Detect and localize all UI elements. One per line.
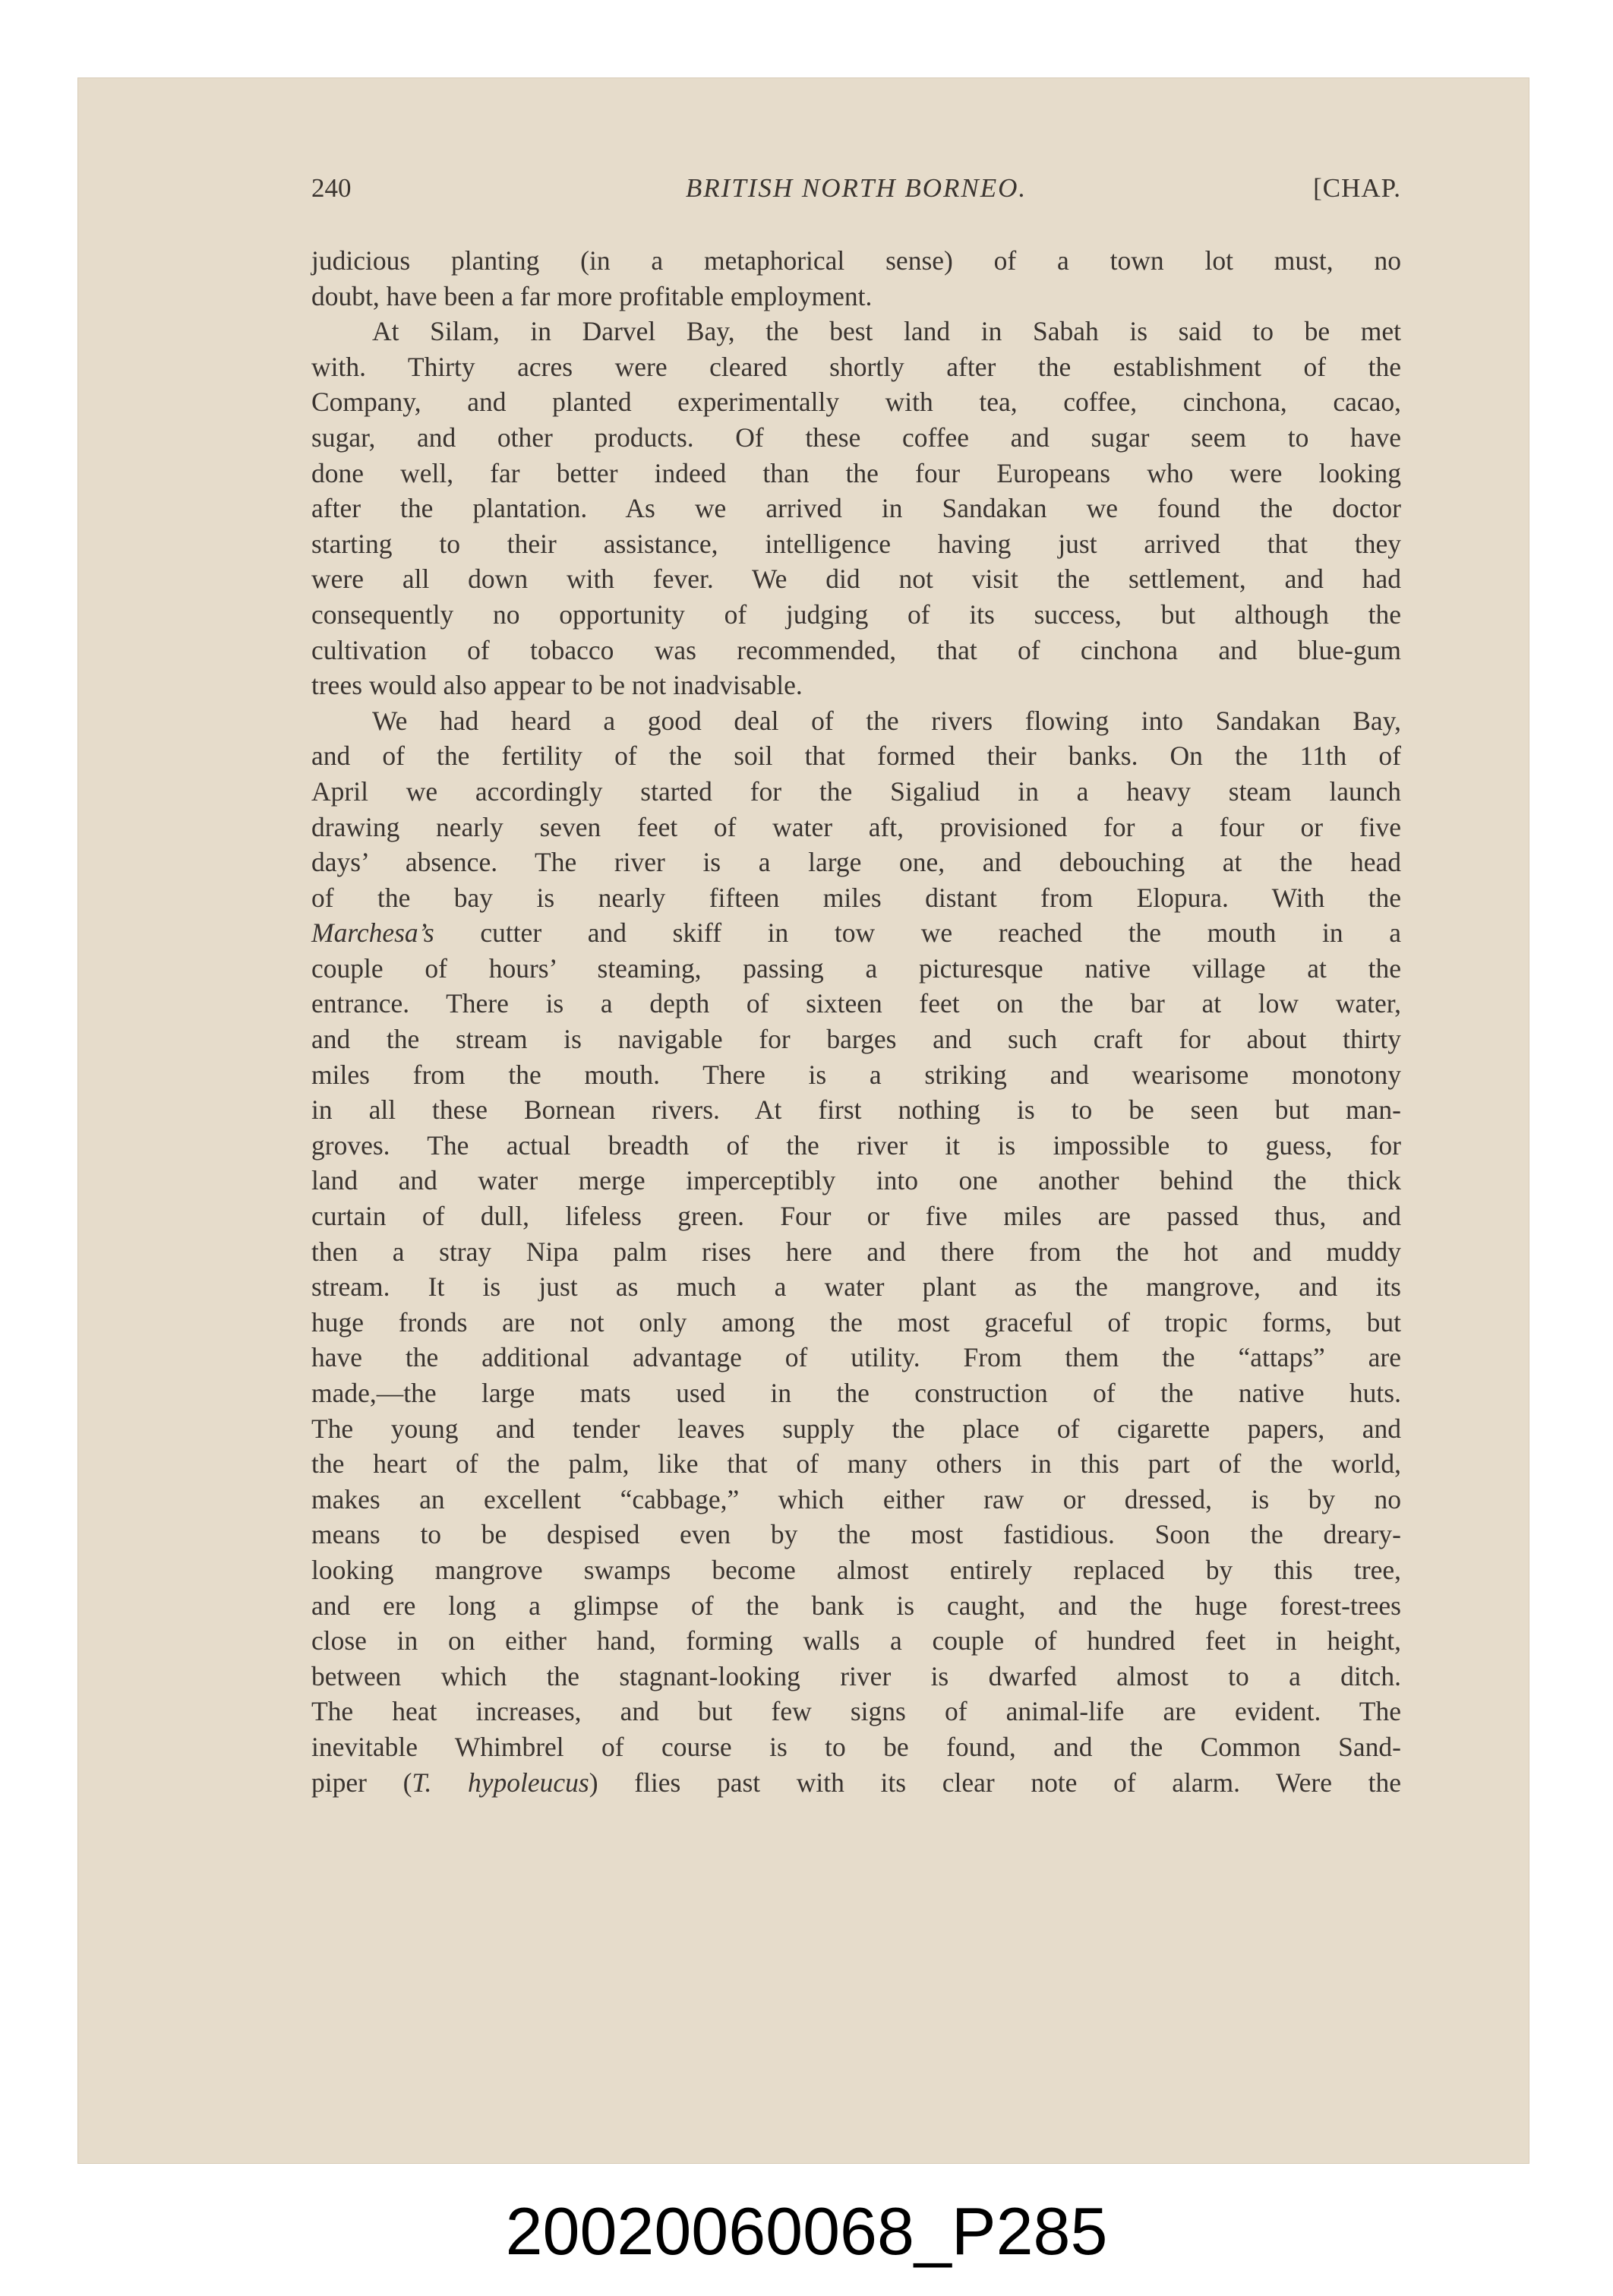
text-line: piper (T. hypoleucus) flies past with its clear note of alarm. Were the (311, 1767, 1401, 1798)
text-line: land and water merge imperceptibly into one another behind the thick (311, 1165, 1401, 1196)
text-line: made,—the large mats used in the construction of the native huts. (311, 1378, 1401, 1408)
running-head (311, 166, 1401, 211)
text-line: then a stray Nipa palm rises here and there from the hot and muddy (311, 1236, 1401, 1267)
text-line: doubt, have been a far more profitable employment. (311, 280, 873, 311)
text-line: groves. The actual breadth of the river it is impossible to guess, for (311, 1129, 1401, 1161)
text-line: Marchesa’s cutter and skiff in tow we reached the mouth in a (311, 917, 1401, 949)
scan-identifier: 20020060068_P285 (505, 2193, 1108, 2269)
text-line: inevitable Whimbrel of course is to be found, and the Common Sand- (311, 1731, 1401, 1762)
text-line: of the bay is nearly fifteen miles distant from Elopura. With the (311, 882, 1401, 913)
text-line: have the additional advantage of utility. From them the “attaps” are (311, 1342, 1401, 1373)
text-line: and of the fertility of the soil that formed their banks. On the 11th of (311, 741, 1401, 772)
text-line: curtain of dull, lifeless green. Four or five miles are passed thus, and (311, 1201, 1401, 1232)
text-line: huge fronds are not only among the most graceful of tropic forms, but (311, 1306, 1401, 1337)
text-line: means to be despised even by the most fastidious. Soon the dreary- (311, 1519, 1401, 1550)
book-title: BRITISH NORTH BORNEO. (685, 173, 1027, 203)
text-line: after the plantation. As we arrived in Sandakan we found the doctor (311, 493, 1401, 524)
text-line: sugar, and other products. Of these coffee and sugar seem to have (311, 422, 1401, 453)
text-line: days’ absence. The river is a large one, and debouching at the head (311, 847, 1401, 878)
text-line: with. Thirty acres were cleared shortly after the establishment of the (311, 351, 1401, 382)
text-line: and the stream is navigable for barges and such craft for about thirty (311, 1024, 1401, 1055)
text-line: done well, far better indeed than the four Europeans who were looking (311, 457, 1401, 488)
text-line: miles from the mouth. There is a striking and wearisome monotony (311, 1059, 1401, 1090)
text-line: starting to their assistance, intelligence having just arrived that they (311, 528, 1401, 559)
text-line: April we accordingly started for the Sigaliud in a heavy steam launch (311, 775, 1401, 807)
text-line: cultivation of tobacco was recommended, that of cinchona and blue-gum (311, 634, 1401, 665)
text-line: and ere long a glimpse of the bank is caught, and the huge forest-trees (311, 1590, 1401, 1621)
text-line: We had heard a good deal of the rivers flowing into Sandakan Bay, (372, 705, 1401, 736)
text-line: in all these Bornean rivers. At first nothing is to be seen but man- (311, 1094, 1401, 1126)
text-line: looking mangrove swamps become almost entirely replaced by this tree, (311, 1554, 1401, 1585)
text-line: drawing nearly seven feet of water aft, provisioned for a four or five (311, 811, 1401, 842)
text-line: stream. It is just as much a water plant as the mangrove, and its (311, 1271, 1401, 1303)
text-line: consequently no opportunity of judging of its success, but although the (311, 598, 1401, 630)
text-line: judicious planting (in a metaphorical sense) of a town lot must, no (311, 245, 1401, 276)
text-line: the heart of the palm, like that of many others in this part of the world, (311, 1448, 1401, 1480)
text-line: At Silam, in Darvel Bay, the best land in Sabah is said to be met (372, 316, 1401, 347)
text-line: makes an excellent “cabbage,” which either raw or dressed, is by no (311, 1483, 1401, 1514)
text-line: The heat increases, and but few signs of animal-life are evident. The (311, 1696, 1401, 1727)
text-line: trees would also appear to be not inadvisable. (311, 670, 803, 701)
body-text (311, 243, 1401, 1800)
chapter-mark: [CHAP. (1313, 173, 1401, 203)
text-line: were all down with fever. We did not visit the settlement, and had (311, 564, 1401, 595)
text-line: Company, and planted experimentally with tea, coffee, cinchona, cacao, (311, 387, 1401, 418)
page-number: 240 (311, 173, 352, 203)
text-line: The young and tender leaves supply the place of cigarette papers, and (311, 1413, 1401, 1444)
text-line: close in on either hand, forming walls a couple of hundred feet in height, (311, 1625, 1401, 1656)
text-line: couple of hours’ steaming, passing a picturesque native village at the (311, 952, 1401, 984)
text-line: entrance. There is a depth of sixteen feet on the bar at low water, (311, 988, 1401, 1019)
text-line: between which the stagnant-looking river is dwarfed almost to a ditch. (311, 1660, 1401, 1691)
